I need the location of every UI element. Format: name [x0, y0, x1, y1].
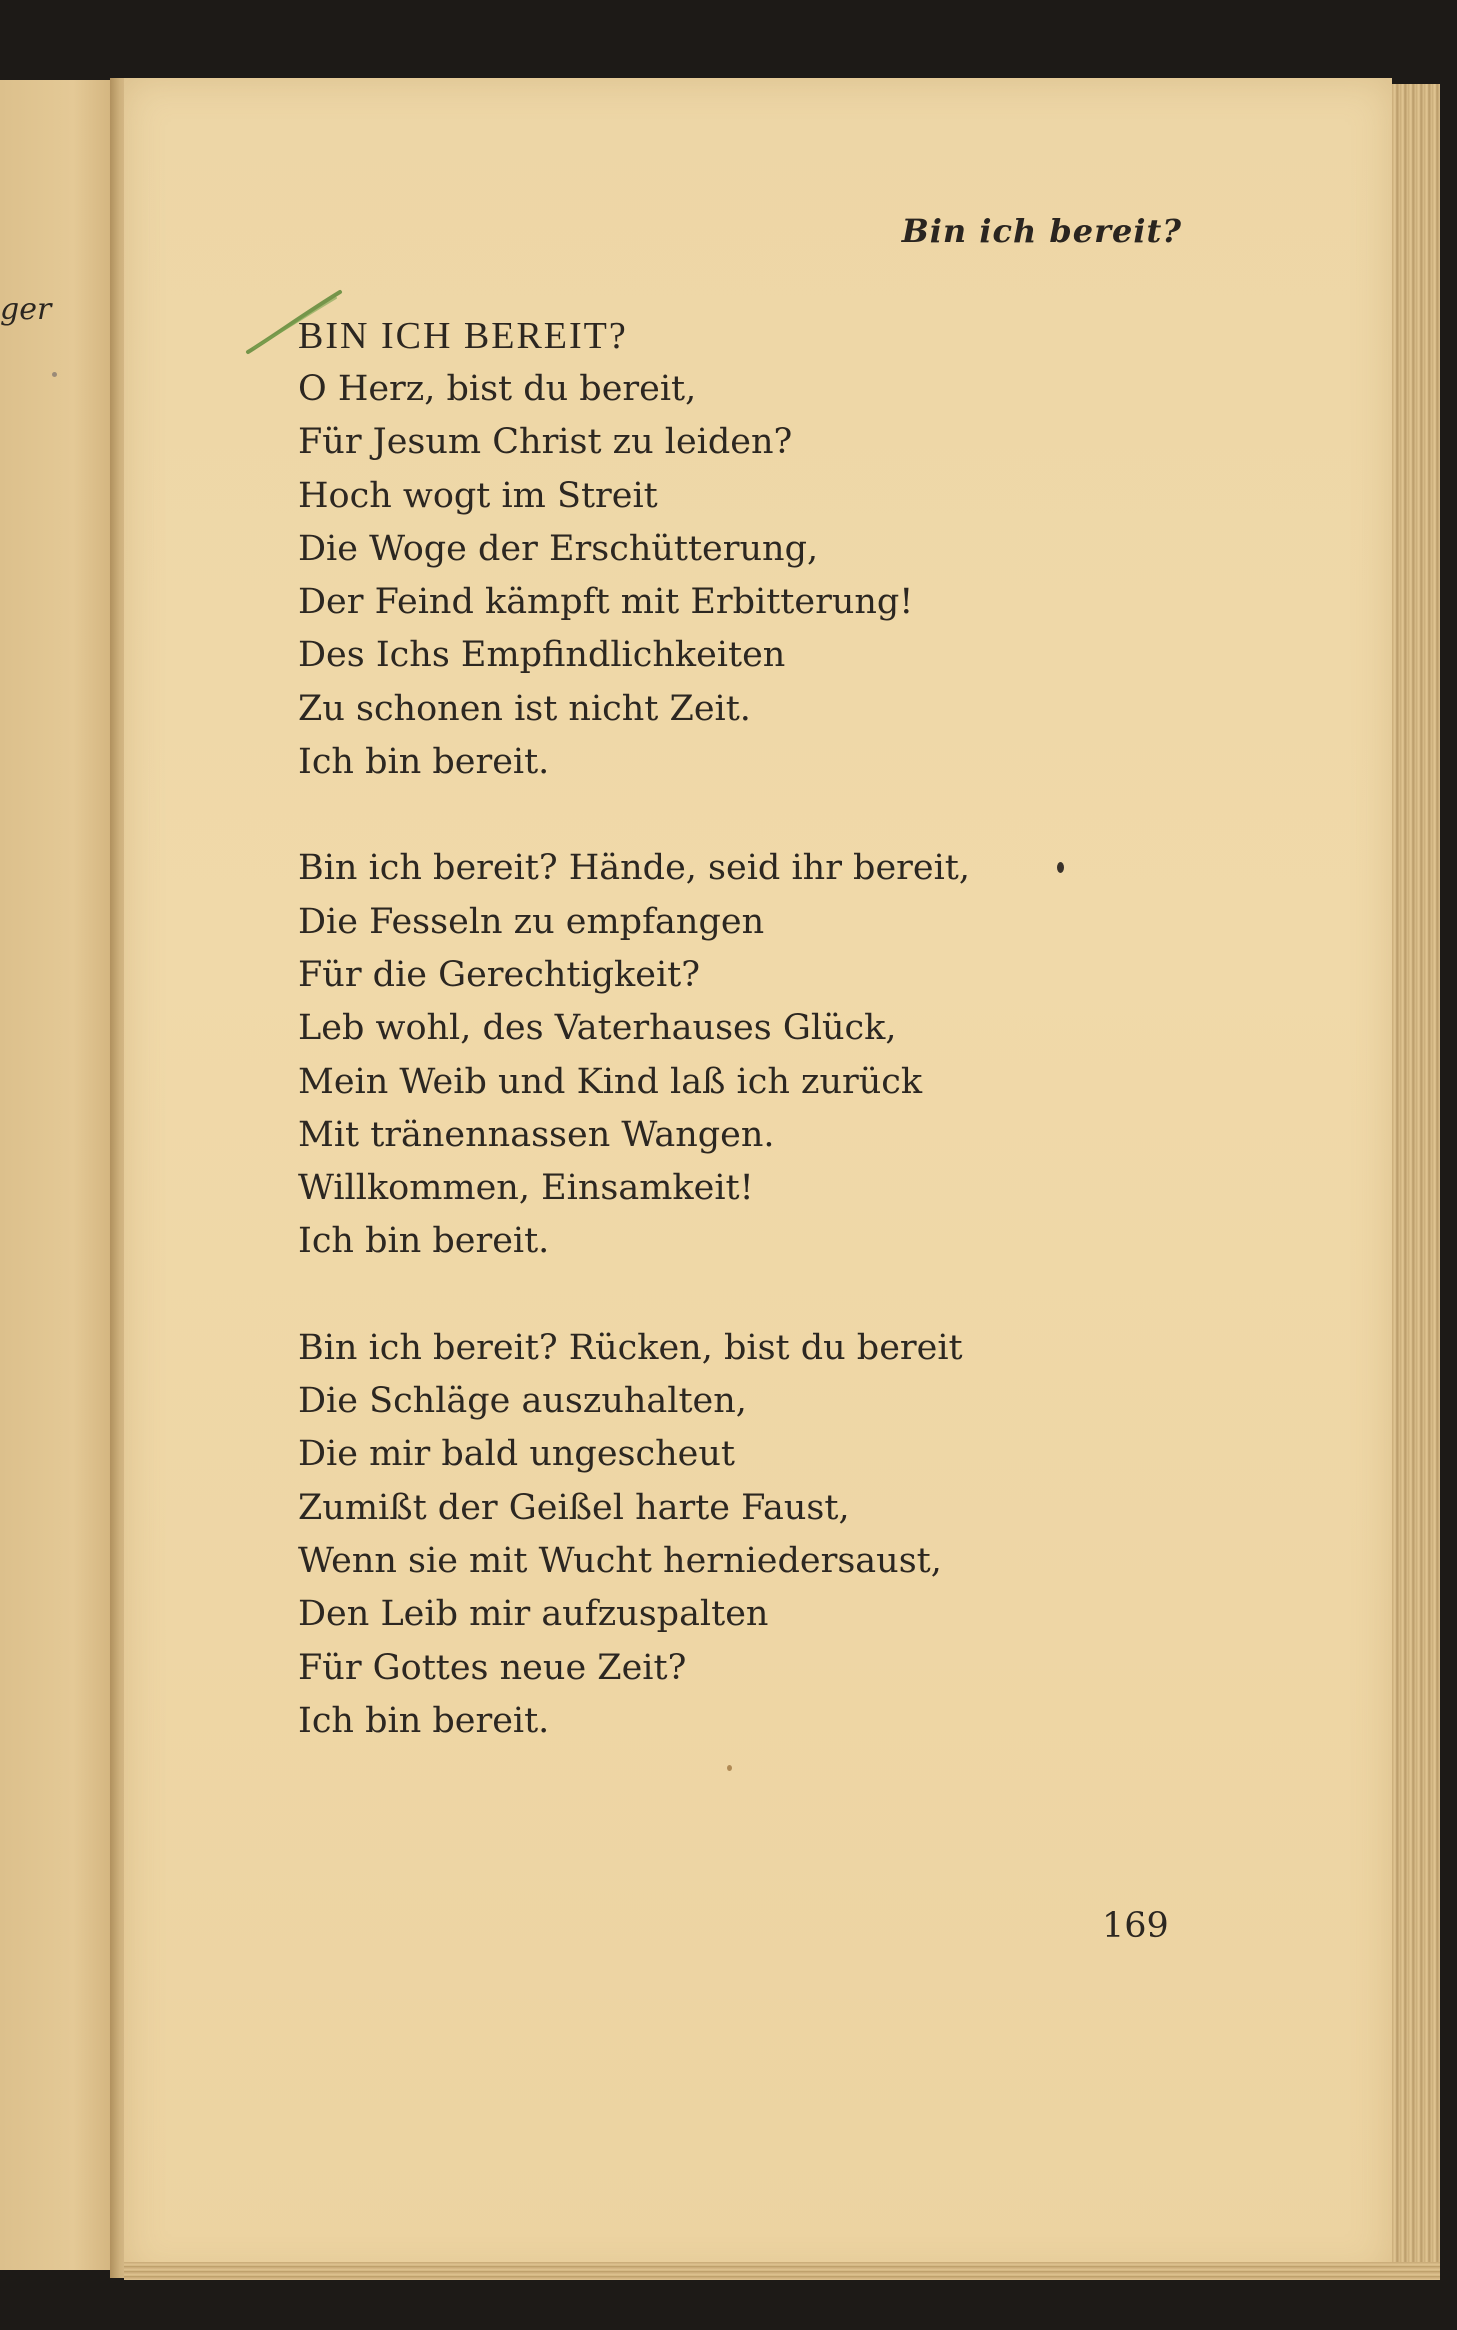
ink-speck	[1057, 862, 1064, 873]
poem-stanza	[298, 1322, 1098, 1748]
poem-stanza	[298, 842, 1098, 1268]
poem-line: Für Jesum Christ zu leiden?	[298, 422, 793, 463]
poem-line: O Herz, bist du bereit,	[298, 369, 697, 409]
poem-line: Der Feind kämpft mit Erbitterung!	[298, 582, 914, 623]
poem-line: Ich bin bereit.	[298, 1700, 550, 1741]
running-header: Bin ich bereit?	[901, 212, 1182, 250]
poem-line: Die Woge der Erschütterung,	[298, 528, 819, 569]
ink-speck	[52, 372, 57, 377]
page-bottom-edge	[124, 2262, 1440, 2280]
poem-stanza	[298, 363, 1098, 789]
poem-line: Für die Gerechtigkeit?	[298, 954, 700, 995]
poem	[298, 310, 1098, 1748]
poem-line: Ich bin bereit.	[298, 742, 550, 783]
poem-line: Die Schläge auszuhalten,	[298, 1381, 747, 1422]
page-number: 169	[1102, 1906, 1169, 1946]
poem-line: Die mir bald ungescheut	[298, 1434, 735, 1475]
poem-line: Wenn sie mit Wucht herniedersaust,	[298, 1540, 942, 1581]
poem-line: Den Leib mir aufzuspalten	[298, 1594, 769, 1635]
poem-line: Für Gottes neue Zeit?	[298, 1647, 687, 1688]
poem-line: Bin ich bereit? Rücken, bist du bereit	[298, 1327, 963, 1368]
poem-line: Willkommen, Einsamkeit!	[298, 1168, 754, 1209]
poem-line: Leb wohl, des Vaterhauses Glück,	[298, 1008, 897, 1049]
poem-line: Hoch wogt im Streit	[298, 475, 658, 516]
poem-line: Zu schonen ist nicht Zeit.	[298, 688, 751, 729]
poem-line: Mein Weib und Kind laß ich zurück	[298, 1061, 923, 1102]
poem-stanzas	[298, 363, 1098, 1748]
previous-page-edge	[0, 80, 122, 2270]
poem-line: Mit tränennassen Wangen.	[298, 1114, 775, 1155]
poem-line: Bin ich bereit? Hände, seid ihr bereit,	[298, 848, 970, 889]
poem-line: Die Fesseln zu empfangen	[298, 901, 765, 942]
poem-line: Zumißt der Geißel harte Faust,	[298, 1487, 850, 1528]
poem-title: BIN ICH BEREIT?	[298, 315, 628, 357]
poem-line: Ich bin bereit.	[298, 1221, 550, 1262]
previous-page-header: ger	[0, 292, 52, 327]
ink-speck	[727, 1765, 732, 1771]
poem-line: Des Ichs Empfindlichkeiten	[298, 635, 786, 676]
page-stack-edges	[1392, 84, 1440, 2274]
